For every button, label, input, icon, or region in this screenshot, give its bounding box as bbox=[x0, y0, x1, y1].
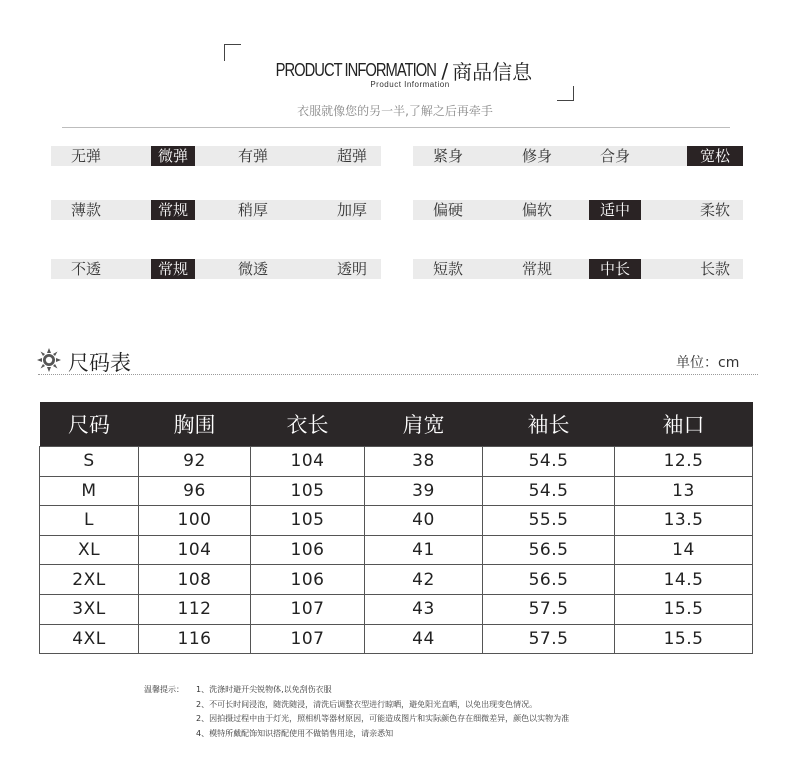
attribute-option: 超弹 bbox=[336, 147, 367, 165]
attribute-option-selected: 宽松 bbox=[687, 146, 743, 166]
column-header: 袖长 bbox=[483, 402, 615, 447]
table-cell: 14 bbox=[615, 535, 753, 565]
tagline: 衣服就像您的另一半,了解之后再牵手 bbox=[297, 104, 493, 118]
table-cell: 107 bbox=[251, 594, 365, 624]
column-header: 衣长 bbox=[251, 402, 365, 447]
table-row bbox=[40, 506, 753, 536]
table-row bbox=[40, 535, 753, 565]
table-cell: 15.5 bbox=[615, 594, 753, 624]
care-note-item: 2、不可长时间浸泡，随洗随浸，清洗后调整衣型进行晾晒，避免阳光直晒，以免出现变色情况。 bbox=[196, 699, 538, 709]
attribute-group bbox=[51, 259, 381, 279]
table-cell: 116 bbox=[139, 624, 251, 654]
attribute-option-selected: 常规 bbox=[151, 200, 195, 220]
care-note-item: 2、因拍摄过程中由于灯光，照相机等器材原因，可能造成图片和实际颜色存在细微差异，颜色以实物为准 bbox=[196, 714, 570, 723]
table-cell: 57.5 bbox=[483, 624, 615, 654]
attribute-option-selected: 微弹 bbox=[151, 146, 195, 166]
attribute-option: 常规 bbox=[521, 260, 552, 278]
table-cell: 38 bbox=[365, 447, 483, 477]
table-cell: 105 bbox=[251, 476, 365, 506]
table-cell: 92 bbox=[139, 447, 251, 477]
table-cell: 43 bbox=[365, 594, 483, 624]
size-table bbox=[39, 402, 753, 654]
table-cell: 12.5 bbox=[615, 447, 753, 477]
table-row bbox=[40, 565, 753, 595]
attribute-option: 稍厚 bbox=[237, 201, 268, 219]
attribute-option-selected: 适中 bbox=[589, 200, 641, 220]
attribute-group bbox=[413, 259, 743, 279]
table-cell: 107 bbox=[251, 624, 365, 654]
divider bbox=[62, 127, 730, 128]
sun-gear-icon bbox=[36, 347, 62, 377]
table-cell: 54.5 bbox=[483, 476, 615, 506]
table-cell: 57.5 bbox=[483, 594, 615, 624]
attribute-option: 合身 bbox=[599, 147, 630, 165]
table-cell: 106 bbox=[251, 565, 365, 595]
attribute-option: 薄款 bbox=[70, 201, 101, 219]
care-note-item: 1、洗涤时避开尖锐物体,以免刮伤衣服 bbox=[196, 685, 332, 694]
table-cell: 4XL bbox=[40, 624, 139, 654]
table-cell: 3XL bbox=[40, 594, 139, 624]
table-cell: 56.5 bbox=[483, 565, 615, 595]
attribute-option: 不透 bbox=[70, 260, 101, 278]
table-cell: 44 bbox=[365, 624, 483, 654]
column-header: 袖口 bbox=[615, 402, 753, 447]
attribute-option: 微透 bbox=[237, 260, 268, 278]
attribute-group bbox=[51, 146, 381, 166]
table-cell: S bbox=[40, 447, 139, 477]
table-cell: 13 bbox=[615, 476, 753, 506]
attribute-option: 偏硬 bbox=[432, 201, 463, 219]
care-notes-label: 温馨提示： bbox=[144, 685, 184, 694]
attribute-option: 有弹 bbox=[237, 147, 268, 165]
attribute-group bbox=[51, 200, 381, 220]
table-cell: 105 bbox=[251, 506, 365, 536]
table-cell: 54.5 bbox=[483, 447, 615, 477]
attribute-option: 透明 bbox=[336, 260, 367, 278]
size-chart-title: 尺码表 bbox=[68, 351, 131, 375]
table-cell: 40 bbox=[365, 506, 483, 536]
table-cell: 42 bbox=[365, 565, 483, 595]
column-header: 胸围 bbox=[139, 402, 251, 447]
table-row bbox=[40, 476, 753, 506]
table-cell: XL bbox=[40, 535, 139, 565]
care-notes-list bbox=[196, 683, 569, 741]
title-english: PRODUCT INFORMATION bbox=[275, 60, 436, 80]
table-cell: 15.5 bbox=[615, 624, 753, 654]
attribute-option: 加厚 bbox=[336, 201, 367, 219]
table-cell: L bbox=[40, 506, 139, 536]
table-cell: 104 bbox=[139, 535, 251, 565]
table-cell: 106 bbox=[251, 535, 365, 565]
size-table-body bbox=[40, 447, 753, 654]
attribute-option: 修身 bbox=[521, 147, 552, 165]
table-cell: 55.5 bbox=[483, 506, 615, 536]
column-header: 肩宽 bbox=[365, 402, 483, 447]
attribute-option: 无弹 bbox=[70, 147, 101, 165]
table-cell: 96 bbox=[139, 476, 251, 506]
size-table-header bbox=[40, 402, 753, 447]
table-cell: 41 bbox=[365, 535, 483, 565]
attribute-option: 柔软 bbox=[699, 201, 730, 219]
dotted-divider bbox=[38, 374, 758, 375]
column-header: 尺码 bbox=[40, 402, 139, 447]
table-cell: 39 bbox=[365, 476, 483, 506]
table-cell: M bbox=[40, 476, 139, 506]
attribute-option: 紧身 bbox=[432, 147, 463, 165]
table-row bbox=[40, 624, 753, 654]
attribute-option-selected: 中长 bbox=[589, 259, 641, 279]
table-row bbox=[40, 594, 753, 624]
table-cell: 108 bbox=[139, 565, 251, 595]
table-cell: 2XL bbox=[40, 565, 139, 595]
table-cell: 112 bbox=[139, 594, 251, 624]
table-cell: 56.5 bbox=[483, 535, 615, 565]
attribute-option-selected: 常规 bbox=[151, 259, 195, 279]
title-chinese: 商品信息 bbox=[452, 60, 533, 84]
table-row bbox=[40, 447, 753, 477]
title-separator: / bbox=[441, 58, 449, 83]
page-subtitle: Product Information bbox=[370, 80, 450, 89]
size-chart-unit: 单位：cm bbox=[676, 355, 740, 371]
attribute-group bbox=[413, 200, 743, 220]
attribute-option: 短款 bbox=[432, 260, 463, 278]
attribute-option: 偏软 bbox=[521, 201, 552, 219]
table-cell: 13.5 bbox=[615, 506, 753, 536]
care-note-item: 4、模特所戴配饰知识搭配使用不做销售用途，请亲悉知 bbox=[196, 728, 394, 738]
attribute-group bbox=[413, 146, 743, 166]
care-notes bbox=[144, 683, 569, 741]
attribute-option: 长款 bbox=[699, 260, 730, 278]
table-cell: 14.5 bbox=[615, 565, 753, 595]
table-cell: 104 bbox=[251, 447, 365, 477]
table-cell: 100 bbox=[139, 506, 251, 536]
